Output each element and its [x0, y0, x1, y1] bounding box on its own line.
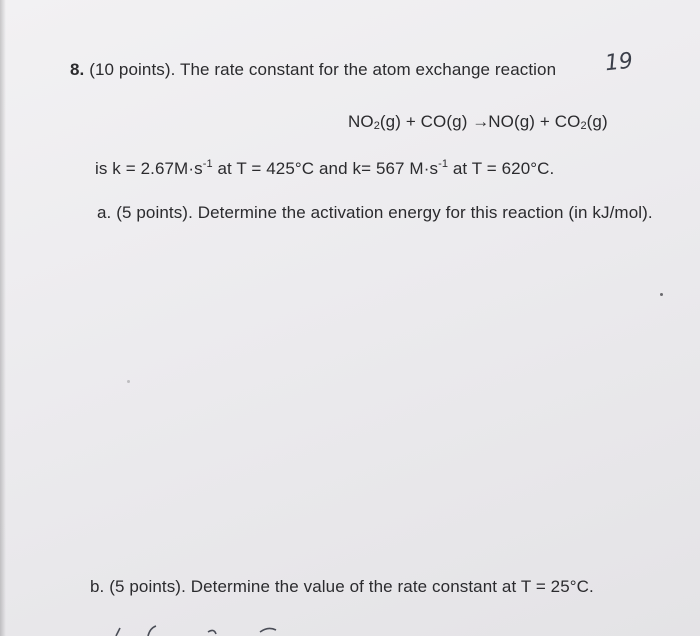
reactant-no2: NO [348, 112, 374, 131]
rate-text-1: is k = 2.67M·s [95, 159, 203, 178]
question-intro-line [70, 60, 556, 80]
product-co2-phase: (g) [586, 112, 608, 131]
cropped-handwriting-marks [110, 622, 290, 636]
rate-constants-line [95, 158, 554, 179]
page-edge-shadow [0, 0, 6, 636]
products-text: NO(g) + CO [488, 112, 581, 131]
product-co2-subscript: 2 [580, 120, 587, 132]
handwritten-score: 19 [603, 48, 635, 77]
reaction-arrow: → [472, 112, 489, 131]
rate-sup-1: -1 [202, 158, 213, 170]
part-b-prompt: b. (5 points). Determine the value of the rate constant at T = 25°C. [90, 577, 594, 596]
rate-sup-2: -1 [438, 158, 449, 170]
rate-text-2: at T = 425°C and k= 567 M·s [212, 159, 439, 178]
part-a-prompt: a. (5 points). Determine the activation energy for this reaction (in kJ/mol). [97, 203, 653, 222]
question-number: 8. [70, 60, 85, 79]
reactant-no2-subscript: 2 [373, 120, 380, 132]
question-intro-text: (10 points). The rate constant for the atom exchange reaction [89, 60, 557, 79]
reaction-equation [348, 112, 608, 132]
paper-speck [660, 293, 663, 296]
rate-text-3: at T = 620°C. [448, 159, 555, 178]
reactant-phases: (g) + CO(g) [379, 112, 473, 131]
paper-speck [127, 380, 130, 383]
